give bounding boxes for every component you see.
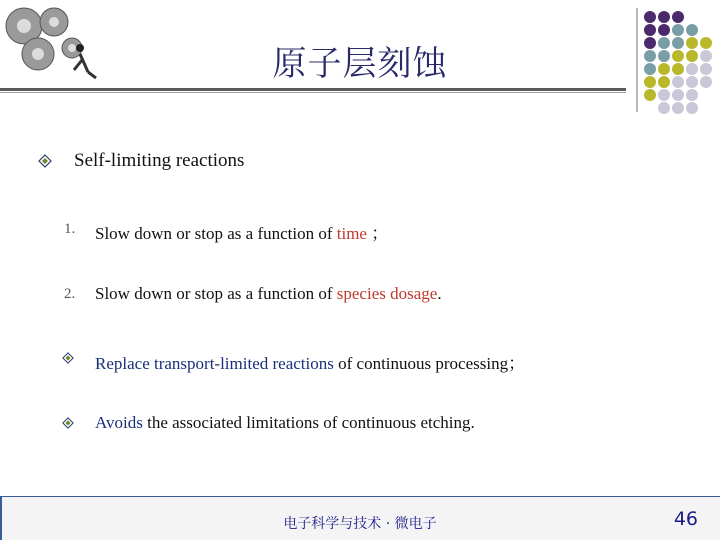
diamond-bullet-icon — [62, 352, 74, 364]
diamond-bullet-icon — [62, 417, 74, 429]
main-bullet-text: Self-limiting reactions — [74, 150, 245, 171]
list-item-text: Slow down or stop as a function of — [95, 224, 337, 243]
list-item — [95, 413, 475, 433]
title-rule-thin — [0, 92, 626, 93]
highlight-text: Avoids — [95, 413, 143, 432]
list-number: 2. — [64, 286, 76, 302]
title-rule — [0, 88, 626, 91]
vertical-divider — [636, 8, 638, 112]
list-item-suffix: ； — [366, 224, 389, 243]
highlight-text: species dosage — [336, 284, 438, 303]
list-item-text: the associated limitations of continuous etching. — [142, 413, 475, 432]
decorative-dot-grid — [640, 8, 720, 118]
list-item — [95, 284, 442, 304]
list-item-suffix: . — [437, 284, 442, 303]
footer-text: 电子科学与技术 · 微电子 — [283, 516, 437, 532]
list-item — [95, 219, 388, 244]
highlight-text: time — [336, 224, 367, 243]
list-item-text: Slow down or stop as a function of — [95, 284, 337, 303]
diamond-bullet-icon — [38, 154, 52, 168]
highlight-text: Replace transport-limited reactions — [95, 354, 334, 373]
slide-title: 原子层刻蚀 — [272, 44, 448, 84]
list-item-text: of continuous processing； — [333, 354, 526, 373]
list-number: 1. — [64, 221, 76, 237]
page-number: 46 — [673, 508, 698, 530]
list-item — [95, 349, 525, 374]
